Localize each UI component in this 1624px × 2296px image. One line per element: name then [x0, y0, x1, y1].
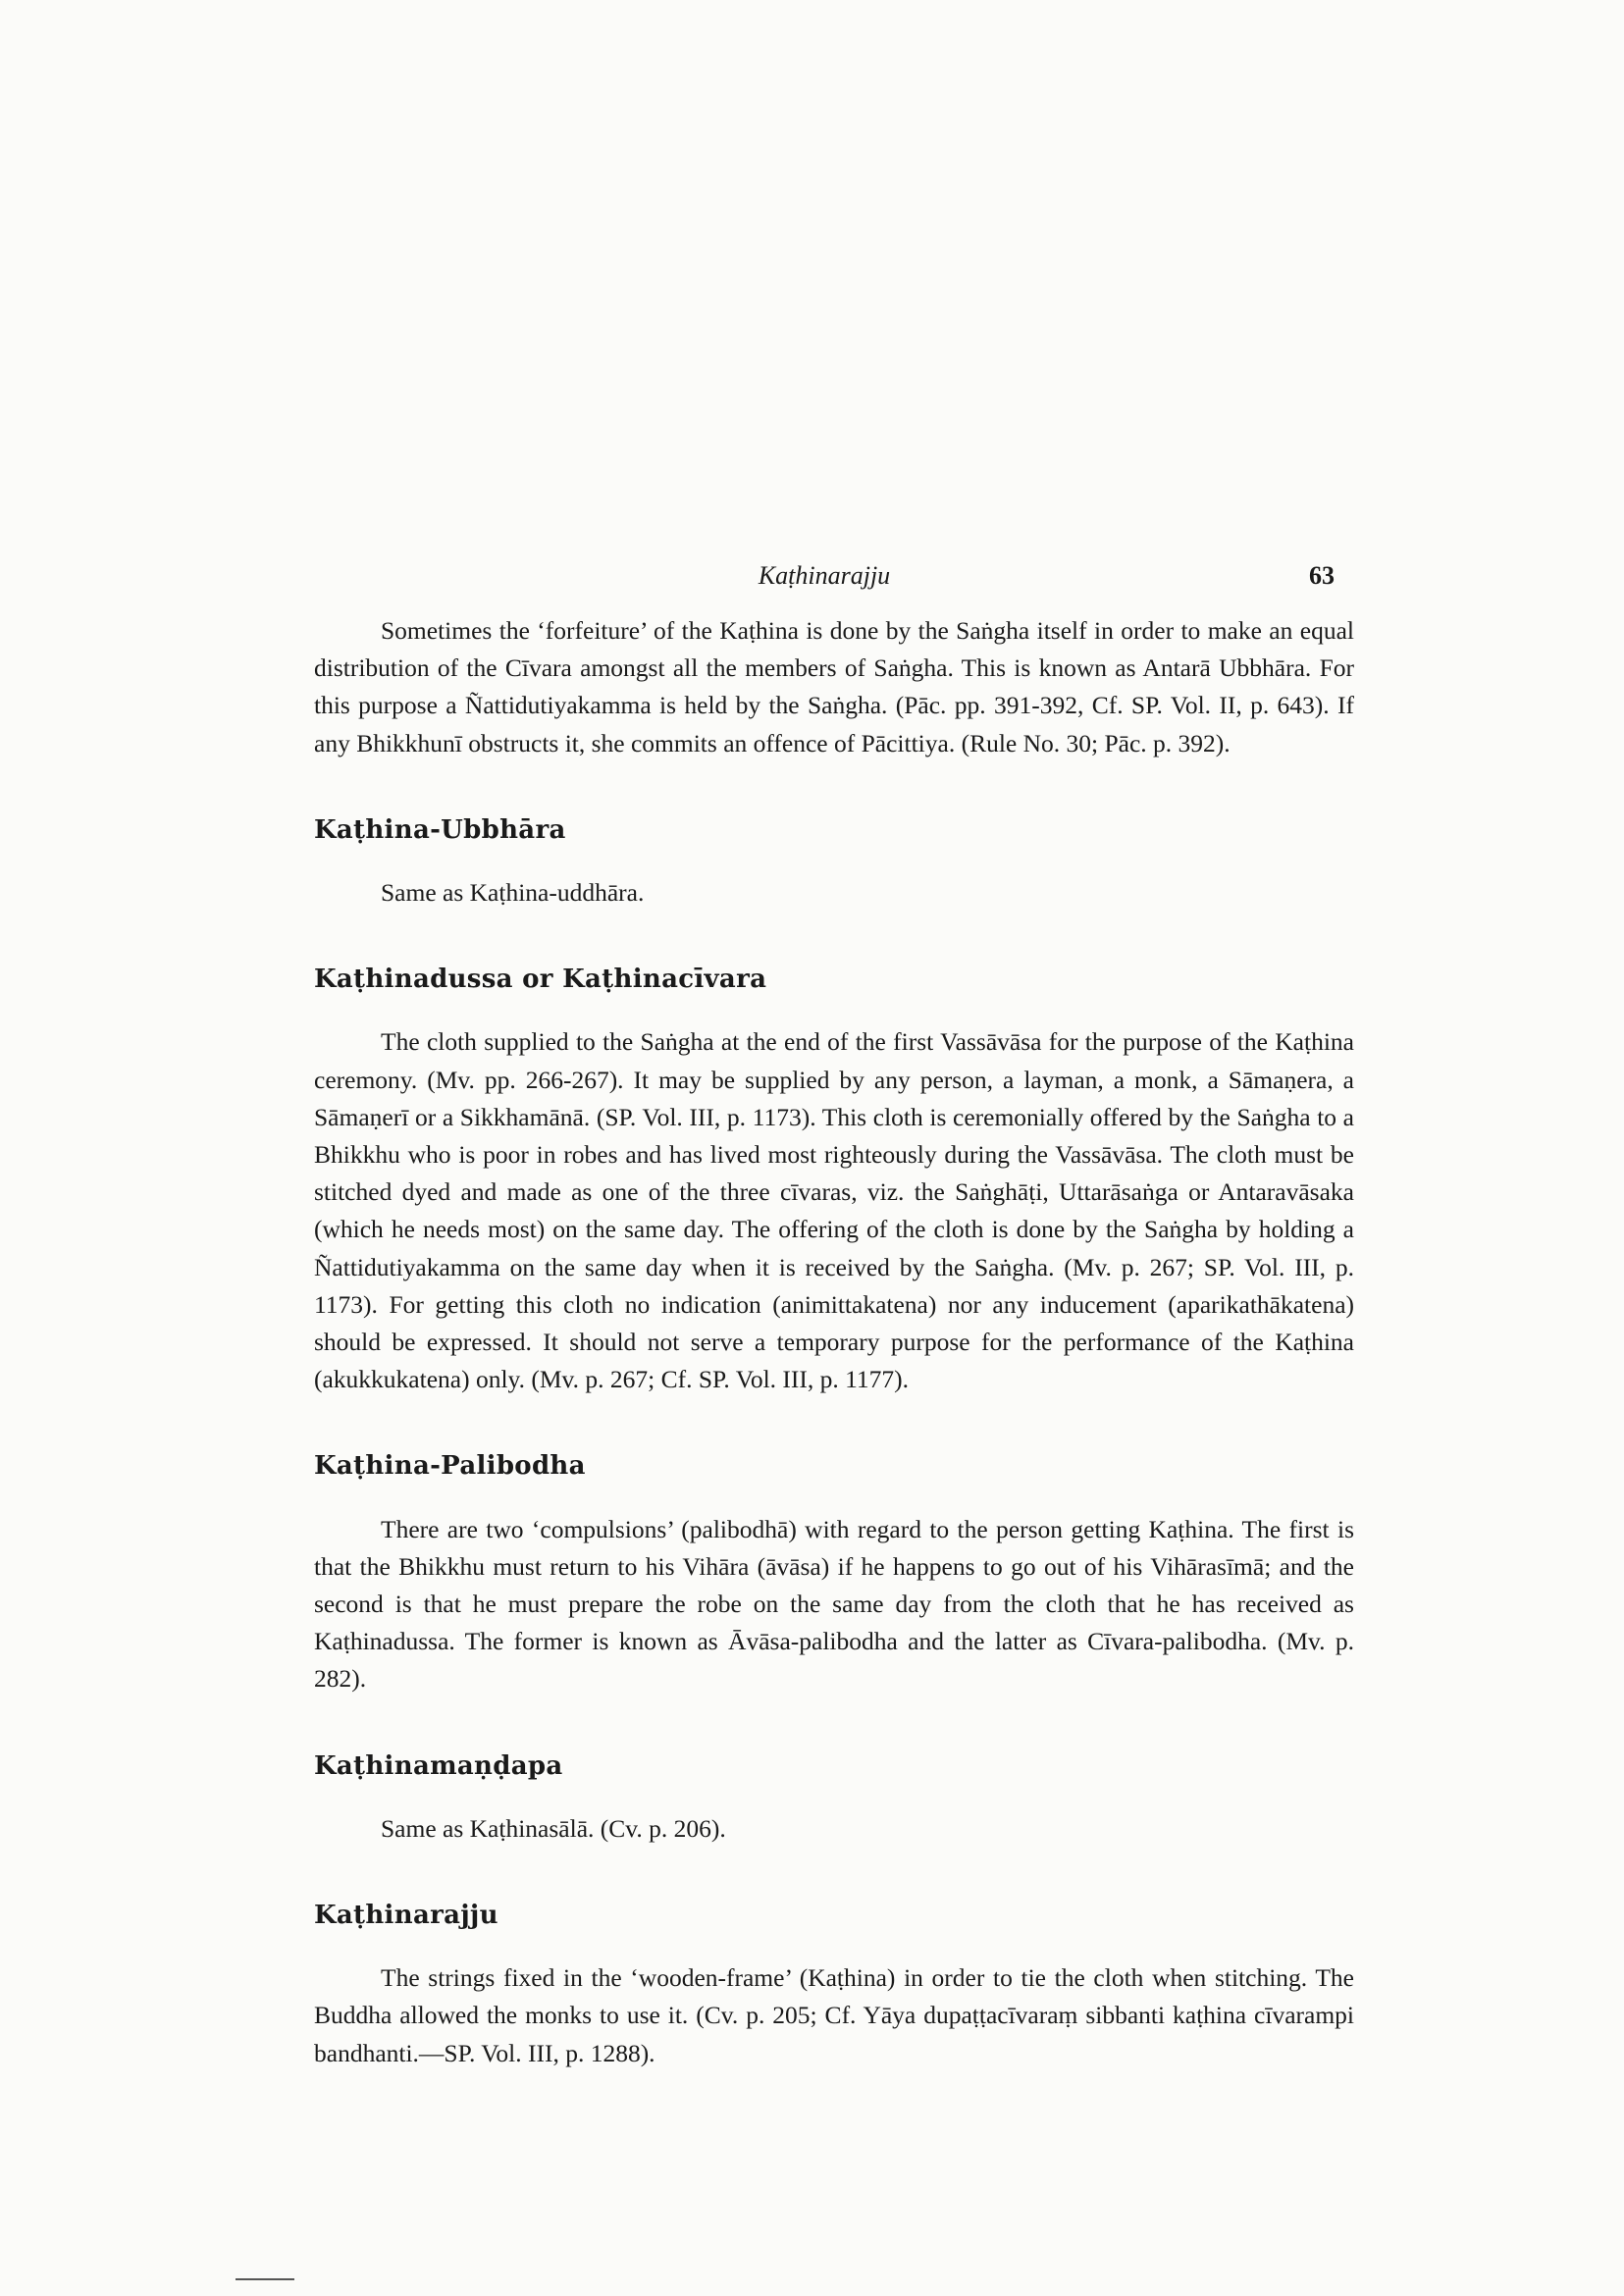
page-number: 63: [1309, 561, 1335, 590]
running-title: Kaṭhinarajju: [758, 561, 891, 590]
paragraph-intro: Sometimes the ‘forfeiture’ of the Kaṭhina is done by the Saṅgha itself in order to make an equal distribution of the Cīvara amongst all the members of Saṅgha. This is known as Antarā Ubbhāra. For this purpose a Ñattidutiyakamma is held by the Saṅgha. (Pāc. pp. 391-392, Cf. SP. Vol. II, p. 643). If any Bhikkhunī obstructs it, she commits an offence of Pācittiya. (Rule No. 30; Pāc. p. 392).: [314, 616, 1354, 757]
entry-text-kathina-palibodha: There are two ‘compulsions’ (palibodhā) with regard to the person getting Kaṭhina. The first is that the Bhikkhu must return to his Vihāra (āvāsa) if he happens to go out of his Vihārasīmā; and the second is that he must prepare the robe on the same day from the cloth that he has received as Kaṭhinadussa. The former is known as Āvāsa-palibodha and the latter as Cīvara-palibodha. (Mv. p. 282).: [314, 1514, 1354, 1694]
page-body: [314, 612, 1354, 2072]
entry-heading-kathina-ubbhara: Kaṭhina-Ubbhāra: [314, 814, 566, 845]
entry-heading-kathina-palibodha: Kaṭhina-Palibodha: [314, 1451, 586, 1482]
running-head: [314, 561, 1335, 600]
entry-heading-kathinarajju: Kaṭhinarajju: [314, 1901, 498, 1931]
entry-text-kathina-ubbhara: Same as Kaṭhina-uddhāra.: [381, 878, 645, 908]
entry-heading-kathinamandapa: Kaṭhinamaṇḍapa: [314, 1750, 563, 1781]
entry-heading-kathinadussa: Kaṭhinadussa or Kaṭhinacīvara: [314, 965, 767, 995]
footer-rule: [236, 2278, 294, 2280]
entry-text-kathinarajju: The strings fixed in the ‘wooden-frame’ (Kaṭhina) in order to tie the cloth when stitching. The Buddha allowed the monks to use it. (Cv. p. 205; Cf. Yāya dupaṭṭacīvaraṃ sibbanti kaṭhina cīvarampi bandhanti.—SP. Vol. III, p. 1288).: [314, 1963, 1354, 2067]
entry-text-kathinadussa: The cloth supplied to the Saṅgha at the end of the first Vassāvāsa for the purpose of the Kaṭhina ceremony. (Mv. pp. 266-267). It may be supplied by any person, a layman, a monk, a Sāmaṇera, a Sāmaṇerī or a Sikkhamānā. (SP. Vol. III, p. 1173). This cloth is ceremonially offered by the Saṅgha to a Bhikkhu who is poor in robes and has lived most righteously during the Vassāvāsa. The cloth must be stitched dyed and made as one of the three cīvaras, viz. the Saṅghāṭi, Uttarāsaṅga or Antaravāsaka (which he needs most) on the same day. The offering of the cloth is done by the Saṅgha by holding a Ñattidutiyakamma on the same day when it is received by the Saṅgha. (Mv. p. 267; SP. Vol. III, p. 1173). For getting this cloth no indication (animittakatena) nor any inducement (aparikathākatena) should be expressed. It should not serve a temporary purpose for the performance of the Kaṭhina (akukkukatena) only. (Mv. p. 267; Cf. SP. Vol. III, p. 1177).: [314, 1027, 1354, 1394]
entry-text-kathinamandapa: Same as Kaṭhinasālā. (Cv. p. 206).: [381, 1813, 726, 1843]
